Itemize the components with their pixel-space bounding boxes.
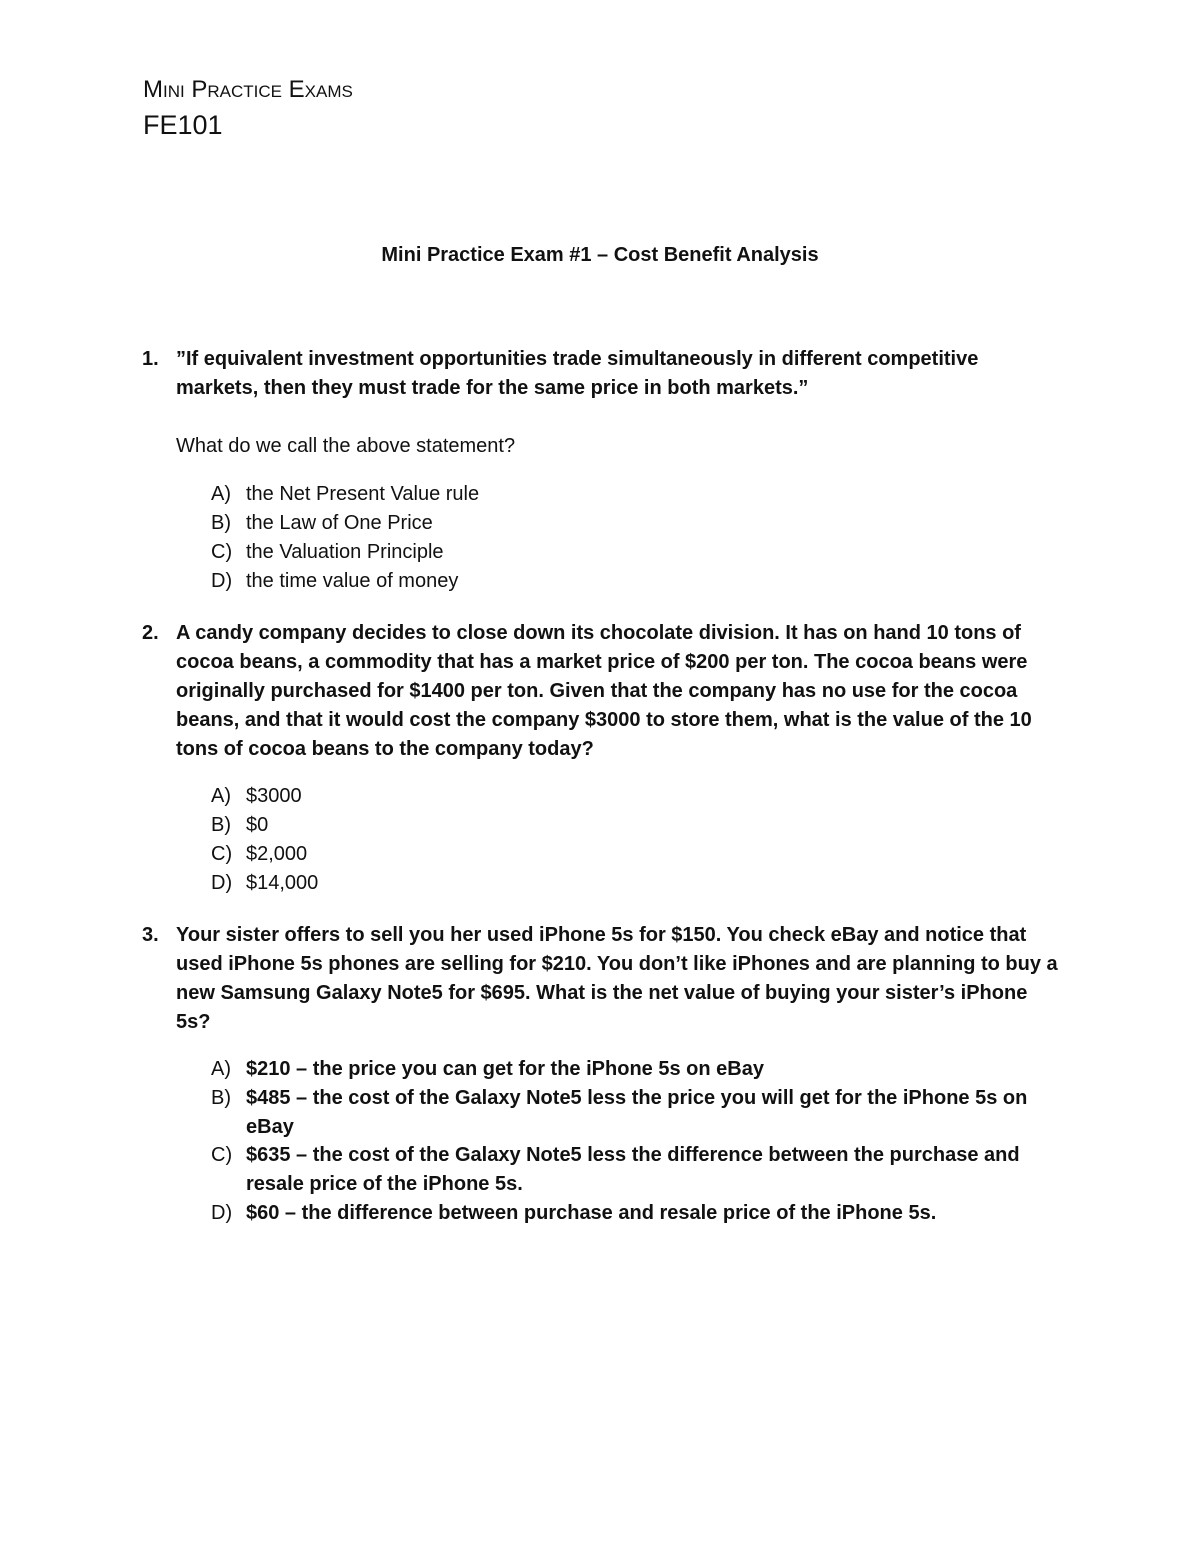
option-text: the Net Present Value rule (246, 483, 480, 505)
question-number: 1. (142, 348, 159, 370)
option-text: $14,000 (246, 872, 319, 894)
option-letter: D) (211, 872, 233, 894)
question-text-line: A candy company decides to close down its chocolate division. It has on hand 10 tons of (176, 622, 1021, 644)
option-text: resale price of the iPhone 5s. (246, 1173, 523, 1195)
option-text: $210 – the price you can get for the iPhone 5s on eBay (246, 1058, 764, 1080)
question-number: 2. (142, 622, 159, 644)
question-text-line: new Samsung Galaxy Note5 for $695. What is the net value of buying your sister’s iPhone (176, 982, 1028, 1004)
option-letter: A) (211, 1058, 231, 1080)
question-text-line: Your sister offers to sell you her used iPhone 5s for $150. You check eBay and notice that (176, 924, 1027, 946)
option-text: $485 – the cost of the Galaxy Note5 less the price you will get for the iPhone 5s on (246, 1087, 1028, 1109)
option-text: $635 – the cost of the Galaxy Note5 less the difference between the purchase and (246, 1144, 1020, 1166)
option-letter: B) (211, 1087, 231, 1109)
question-text-line: 5s? (176, 1011, 211, 1033)
question-text-line: tons of cocoa beans to the company today? (176, 738, 594, 760)
option-text: eBay (246, 1116, 294, 1138)
option-letter: C) (211, 843, 233, 865)
option-letter: A) (211, 785, 231, 807)
option-text: $0 (246, 814, 269, 836)
option-letter: A) (211, 483, 231, 505)
option-letter: B) (211, 512, 231, 534)
document-header-title: Mini Practice Exams (143, 76, 353, 103)
option-letter: C) (211, 541, 233, 563)
exam-title: Mini Practice Exam #1 – Cost Benefit Analysis (381, 244, 819, 266)
option-text: the time value of money (246, 570, 459, 592)
option-text: $60 – the difference between purchase and resale price of the iPhone 5s. (246, 1202, 937, 1224)
question-text-line: used iPhone 5s phones are selling for $210. You don’t like iPhones and are planning to buy a (176, 953, 1058, 975)
option-text: $3000 (246, 785, 302, 807)
question-text-line: markets, then they must trade for the same price in both markets.” (176, 377, 809, 399)
option-text: the Law of One Price (246, 512, 433, 534)
course-code: FE101 (143, 110, 223, 140)
question-text-line: ”If equivalent investment opportunities trade simultaneously in different competitive (176, 348, 979, 370)
question-number: 3. (142, 924, 159, 946)
question-text-line: originally purchased for $1400 per ton. Given that the company has no use for the cocoa (176, 680, 1018, 702)
option-letter: C) (211, 1144, 233, 1166)
question-text-line: beans, and that it would cost the company $3000 to store them, what is the value of the 10 (176, 709, 1032, 731)
option-letter: D) (211, 570, 233, 592)
option-text: $2,000 (246, 843, 308, 865)
question-text-line: cocoa beans, a commodity that has a market price of $200 per ton. The cocoa beans were (176, 651, 1028, 673)
option-letter: B) (211, 814, 231, 836)
option-text: the Valuation Principle (246, 541, 444, 563)
option-letter: D) (211, 1202, 233, 1224)
question-prompt: What do we call the above statement? (176, 435, 516, 457)
